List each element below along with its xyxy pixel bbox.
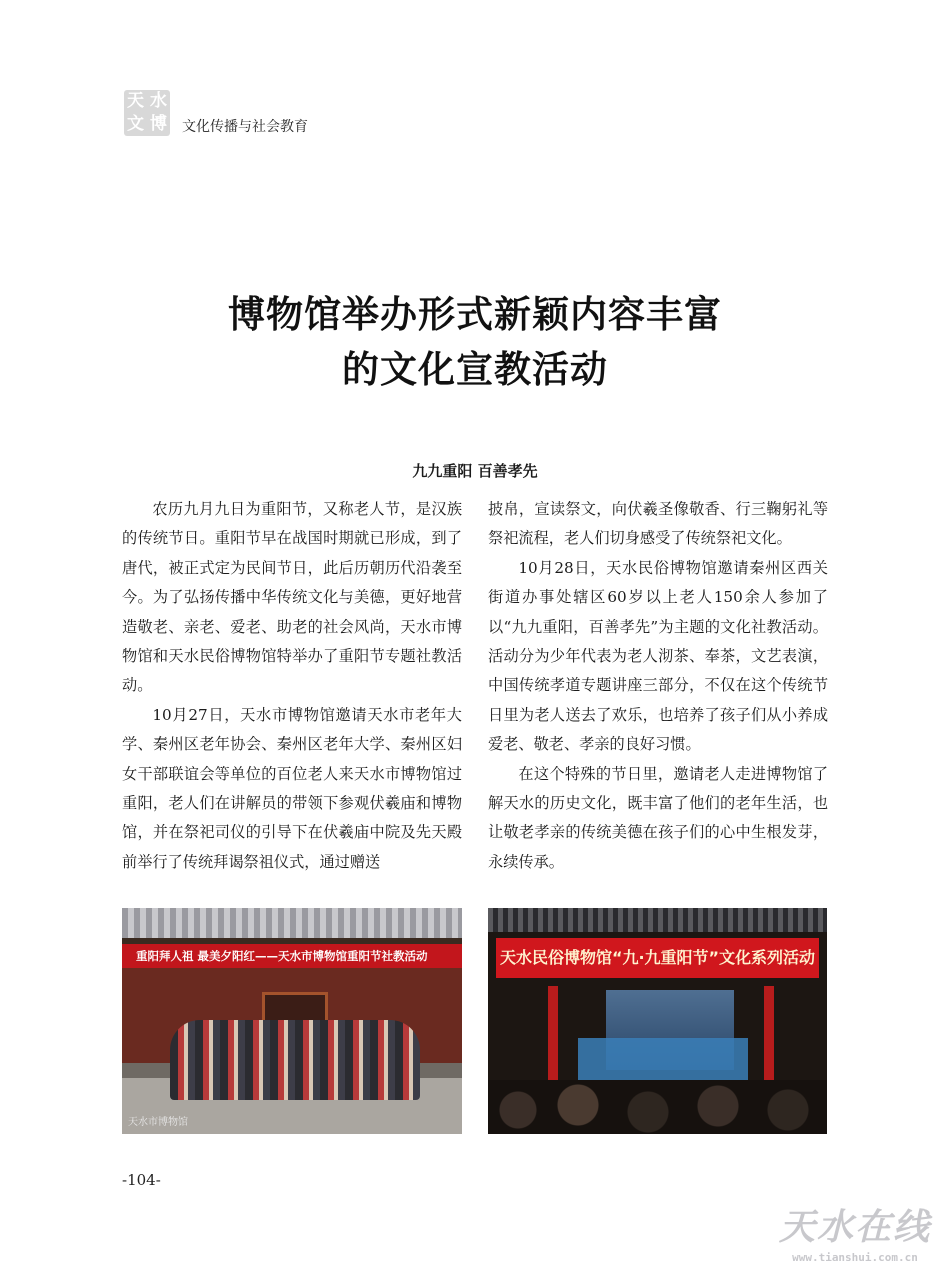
text-column-right (488, 495, 828, 877)
audience (488, 1080, 827, 1134)
logo-char: 文 (127, 114, 144, 134)
temple-roof (122, 908, 462, 938)
photo-group-at-temple (122, 908, 462, 1134)
photo-watermark: 天水市博物馆 (128, 1117, 188, 1128)
performers (578, 1038, 748, 1086)
hall-roof (488, 908, 827, 932)
section-title: 文化传播与社会教育 (182, 119, 308, 135)
group-of-elders (170, 1020, 420, 1100)
paragraph: 披帛，宣读祭文，向伏羲圣像敬香、行三鞠躬礼等祭祀流程，老人们切身感受了传统祭祀文化。 (488, 500, 828, 548)
site-watermark-url: www.tianshui.com.cn (792, 1251, 918, 1264)
magazine-logo (124, 90, 170, 136)
page-number: -104- (122, 1171, 161, 1189)
article-title-line2: 的文化宣教活动 (342, 347, 608, 391)
article-subtitle: 九九重阳 百善孝先 (412, 462, 538, 480)
paragraph: 10月27日，天水市博物馆邀请天水市老年大学、秦州区老年协会、秦州区老年大学、秦州区妇女干部联谊会等单位的百位老人来天水市博物馆过重阳，老人们在讲解员的带领下参观伏羲庙和博物馆，并在祭祀司仪的引导下在伏羲庙中院及先天殿前举行了传统拜谒祭祖仪式，通过赠送 (122, 705, 462, 871)
photo-banner-right: 天水民俗博物馆“九·九重阳节”文化系列活动 (496, 938, 819, 978)
logo-char: 博 (150, 114, 167, 134)
paragraph: 在这个特殊的节日里，邀请老人走进博物馆了解天水的历史文化，既丰富了他们的老年生活，也让敬老孝亲的传统美德在孩子们的心中生根发芽，永续传承。 (488, 764, 828, 871)
photo-stage-performance (488, 908, 827, 1134)
text-column-left (122, 495, 462, 877)
paragraph: 10月28日，天水民俗博物馆邀请秦州区西关街道办事处辖区60岁以上老人150余人参加了以“九九重阳，百善孝先”为主题的文化社教活动。活动分为少年代表为老人沏茶、奉茶，文艺表演，中国传统孝道专题讲座三部分，不仅在这个传统节日里为老人送去了欢乐，也培养了孩子们从小养成爱老、敬老、孝亲的良好习惯。 (488, 558, 828, 754)
site-watermark-name: 天水在线 (778, 1206, 931, 1248)
site-watermark (770, 1205, 940, 1275)
logo-char: 天 (127, 91, 144, 111)
article-title-line1: 博物馆举办形式新颖内容丰富 (228, 292, 722, 336)
photo-banner-left: 重阳拜人祖 最美夕阳红——天水市博物馆重阳节社教活动 (122, 944, 462, 968)
paragraph: 农历九月九日为重阳节，又称老人节，是汉族的传统节日。重阳节早在战国时期就已形成，到了唐代，被正式定为民间节日，此后历朝历代沿袭至今。为了弘扬传播中华传统文化与美德，更好地营造敬老、亲老、爱老、助老的社会风尚，天水市博物馆和天水民俗博物馆特举办了重阳节专题社教活动。 (122, 500, 462, 695)
logo-char: 水 (150, 91, 167, 111)
